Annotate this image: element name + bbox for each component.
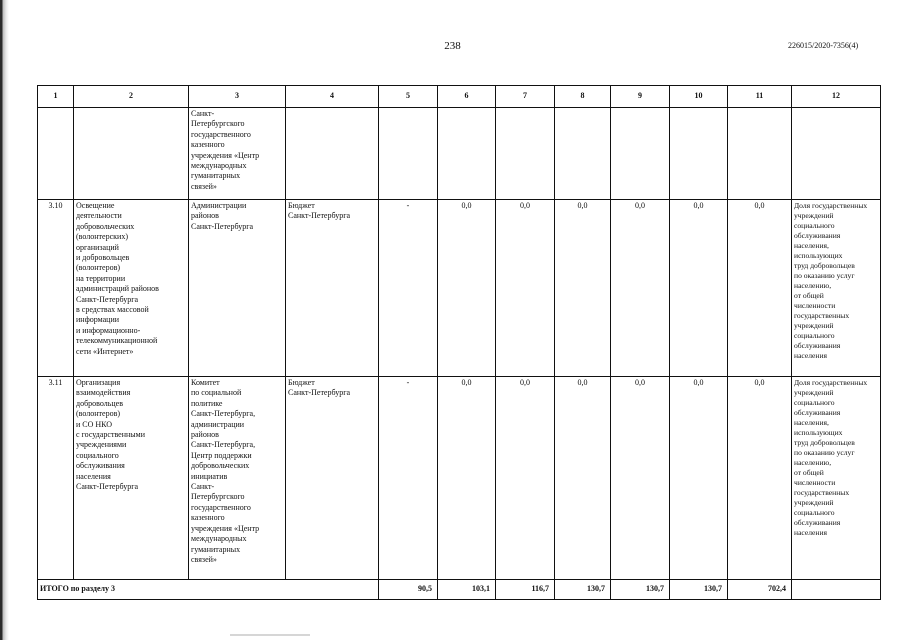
total-value: 130,7 <box>555 580 611 600</box>
value-cell: 0,0 <box>670 377 728 580</box>
executor-cell: Администрации районов Санкт-Петербурга <box>189 200 286 377</box>
event-cell: Организация взаимодействия добровольцев (волонтеров) и СО НКО с государственными учреждениями социального обслуживания населения Санкт-Петербурга <box>74 377 189 580</box>
value-cell: 0,0 <box>611 377 670 580</box>
program-table <box>37 85 881 600</box>
scan-artifact <box>230 634 310 636</box>
total-value: 130,7 <box>611 580 670 600</box>
value-cell: - <box>379 377 438 580</box>
total-value: 90,5 <box>379 580 438 600</box>
value-cell: 0,0 <box>728 200 792 377</box>
column-header: 12 <box>792 86 881 108</box>
value-cell: 0,0 <box>496 200 555 377</box>
column-header: 7 <box>496 86 555 108</box>
table-row <box>38 377 881 580</box>
row-number: 3.11 <box>38 377 74 580</box>
column-header: 9 <box>611 86 670 108</box>
scan-binding-edge <box>0 0 9 640</box>
column-header: 1 <box>38 86 74 108</box>
event-cell: Освещение деятельности добровольческих (волонтерских) организаций и добровольцев (волонтеров) на территории администраций районов Санкт-Петербурга в средствах массовой информации и информационно- телекоммуникационной сети «Интернет» <box>74 200 189 377</box>
column-header: 10 <box>670 86 728 108</box>
funding-source-cell: Бюджет Санкт-Петербурга <box>286 200 379 377</box>
column-number-row <box>38 86 881 108</box>
total-value: 103,1 <box>438 580 496 600</box>
row-number: 3.10 <box>38 200 74 377</box>
total-value: 116,7 <box>496 580 555 600</box>
value-cell: 0,0 <box>611 200 670 377</box>
value-cell: 0,0 <box>728 377 792 580</box>
value-cell: 0,0 <box>438 200 496 377</box>
total-row <box>38 580 881 600</box>
page-number: 238 <box>444 40 461 52</box>
indicator-cell: Доля государственных учреждений социального обслуживания населения, использующих труд добровольцев по оказанию услуг населению, от общей численности государственных учреждений социального обслуживания населения <box>792 200 881 377</box>
executor-cell: Комитет по социальной политике Санкт-Петербурга, администрации районов Санкт-Петербурга, Центр поддержки добровольческих инициатив Санкт- Петербургского государственного казенного учреждения «Центр международных гуманитарных связей» <box>189 377 286 580</box>
table-row <box>38 200 881 377</box>
column-header: 5 <box>379 86 438 108</box>
indicator-cell: Доля государственных учреждений социального обслуживания населения, использующих труд добровольцев по оказанию услуг населению, от общей численности государственных учреждений социального обслуживания населения <box>792 377 881 580</box>
value-cell: 0,0 <box>496 377 555 580</box>
column-header: 8 <box>555 86 611 108</box>
value-cell: 0,0 <box>438 377 496 580</box>
value-cell: 0,0 <box>555 377 611 580</box>
column-header: 11 <box>728 86 792 108</box>
total-value: 130,7 <box>670 580 728 600</box>
document-id: 226015/2020-7356(4) <box>788 41 859 50</box>
value-cell: - <box>379 200 438 377</box>
funding-source-cell: Бюджет Санкт-Петербурга <box>286 377 379 580</box>
column-header: 4 <box>286 86 379 108</box>
total-label: ИТОГО по разделу 3 <box>38 580 379 600</box>
value-cell: 0,0 <box>555 200 611 377</box>
continuation-row <box>38 108 881 200</box>
total-value: 702,4 <box>728 580 792 600</box>
value-cell: 0,0 <box>670 200 728 377</box>
column-header: 3 <box>189 86 286 108</box>
executor-cell: Санкт- Петербургского государственного казенного учреждения «Центр международных гуманитарных связей» <box>189 108 286 200</box>
column-header: 2 <box>74 86 189 108</box>
column-header: 6 <box>438 86 496 108</box>
